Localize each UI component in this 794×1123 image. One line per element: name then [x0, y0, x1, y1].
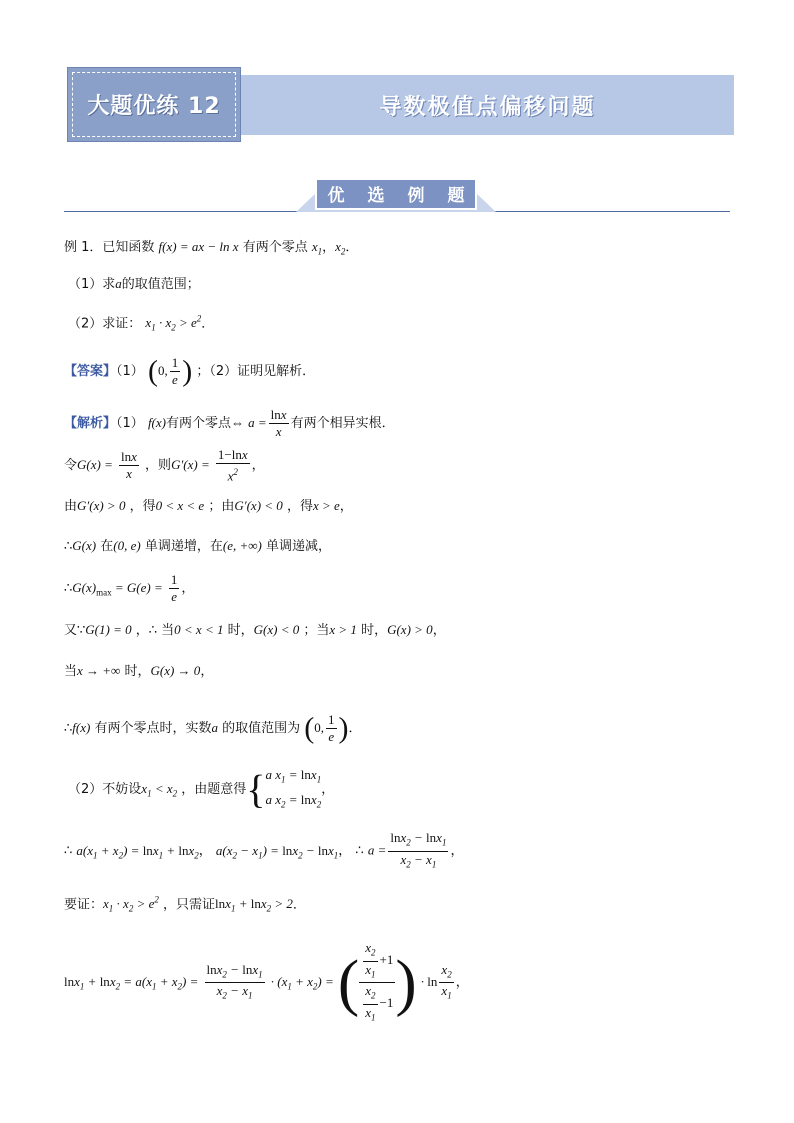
- banner-left-text: 大题优练 12: [87, 94, 221, 119]
- banner-number-box: [67, 67, 241, 142]
- title-banner: [67, 67, 734, 142]
- analysis-line-3: 由G′(x) > 0 ，得0 < x < e ；由G′(x) < 0 ，得x > e，: [64, 498, 353, 514]
- analysis-line-5: $\therefore G(x)_{max} = G(e)$ = $\frac{1}{e}$ ，: [64, 572, 195, 604]
- tab-char: 选: [367, 185, 385, 206]
- analysis-line-4: ∴G(x) 在(0, e) 单调递增，在(e, +∞) 单调递减，: [64, 538, 331, 554]
- analysis-line-2: 令G(x) = $\frac{\ln x}{x}$ ，则G′(x) = $\frac{1-\ln x}{x^2}$ ，: [64, 447, 265, 484]
- analysis-line-6: 又∵G(1) = 0 ，∴ 当0 < x < 1 时，G(x) < 0 ；当x > 1 时，G(x) > 0，: [64, 622, 446, 638]
- tab-char: 题: [447, 185, 465, 206]
- tab-char: 例: [407, 185, 425, 206]
- analysis-line-7: 当x → +∞ 时，G(x) → 0，: [64, 663, 214, 679]
- banner-title-box: [241, 75, 734, 135]
- question-1: （1）求a的取值范围；: [68, 276, 200, 292]
- analysis-line-12: $\ln x_1 + \ln x_2 = a(x_1 + x_2)$ = $\frac{\ln x_2 - \ln x_1}{x_2 - x_1}$ · $(x_1 + x_2)$ = ( $\frac{x_2}{x_1}$ +1 $\frac{x_2}{x_1}$ −1 ) · ln $\frac{x_2}{x_1}$ ，: [64, 940, 469, 1023]
- analysis-line-9: （2）不妨设$x_1 < x_2$ ，由题意得{ a $x_1 = \ln x_1$ a $x_2 = \ln x_2$ ，: [68, 766, 335, 812]
- analysis-line-1: 【解析】（1） f(x)有两个零点⇔ a = $\frac{\ln x}{x}$ 有两个相异实根．: [64, 407, 395, 439]
- analysis-line-10: ∴ $a(x_1 + x_2) = \ln x_1 + \ln x_2$， $a(x_2 - x_1) = \ln x_2 - \ln x_1$， ∴ a = $\frac{\ln x_2 - \ln x_1}{x_2 - x_1}$ ，: [64, 830, 464, 870]
- question-2: （2）求证： $x_1 \cdot x_2 > e^2$．: [68, 314, 215, 333]
- answer-line: 【答案】（1） (0, $\frac{1}{e}$ ) ；（2）证明见解析．: [64, 354, 316, 388]
- analysis-line-11: 要证：$x_1 \cdot x_2 > e^2$ ，只需证lnx$_1$ + lnx$_2$ > 2．: [64, 895, 306, 914]
- banner-title: 导数极值点偏移问题: [379, 94, 596, 120]
- section-tab-label: [316, 179, 476, 207]
- section-tab: [296, 175, 496, 212]
- analysis-line-8: ∴f(x) 有两个零点时，实数a 的取值范围为 (0, $\frac{1}{e}$ )．: [64, 711, 362, 745]
- tab-char: 优: [327, 185, 345, 206]
- example-title: 例 1．已知函数 f(x) = ax − ln x 有两个零点 $x_1$，$x_2$．: [64, 239, 359, 257]
